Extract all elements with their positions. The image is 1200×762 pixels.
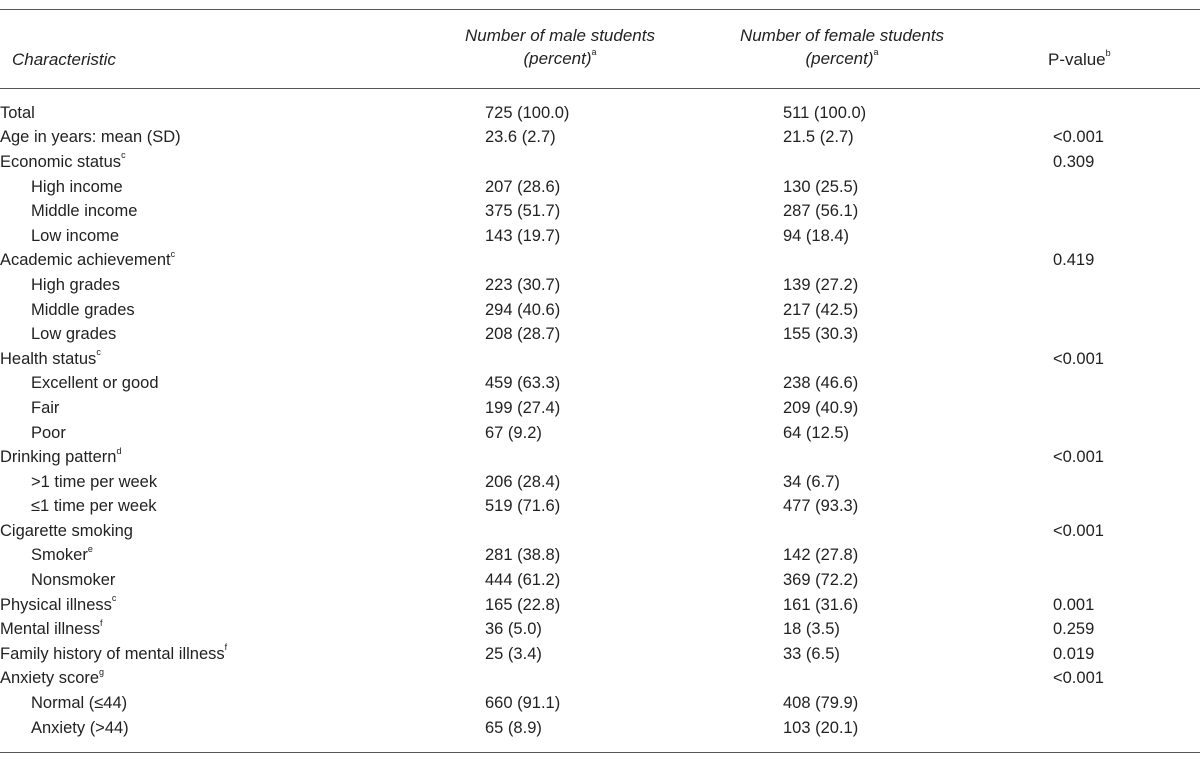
p-value: 0.019 [1053, 644, 1095, 663]
male-value: 281 (38.8) [485, 546, 561, 565]
table-row [0, 691, 1200, 716]
female-value [783, 249, 903, 274]
table-row [0, 716, 1200, 741]
female-value: 34 (6.7) [783, 472, 840, 491]
table-row [0, 126, 1200, 151]
p-value [1053, 199, 1200, 224]
p-value: 0.419 [1053, 251, 1095, 270]
female-value: 103 (20.1) [783, 718, 859, 737]
p-value [1053, 396, 1200, 421]
p-value [1053, 495, 1200, 520]
p-value: 0.309 [1053, 152, 1095, 171]
p-value [1053, 298, 1200, 323]
p-value: <0.001 [1053, 448, 1104, 467]
female-value: 142 (27.8) [783, 546, 859, 565]
table-row [0, 199, 1200, 224]
bottom-rule [0, 752, 1200, 753]
row-label: Fair [31, 398, 60, 417]
row-label: Normal (≤44) [31, 694, 128, 713]
data-table [0, 101, 1200, 740]
male-value: 143 (19.7) [485, 226, 561, 245]
male-value: 25 (3.4) [485, 644, 542, 663]
male-value: 36 (5.0) [485, 620, 542, 639]
header-female-students: Number of female students (percent)$^a$ [739, 26, 945, 68]
male-value: 294 (40.6) [485, 300, 561, 319]
footnote-marker: e [87, 543, 93, 554]
p-value [1053, 470, 1200, 495]
female-value: 217 (42.5) [783, 300, 859, 319]
row-label: Health status$^c$ [0, 347, 101, 368]
top-rule [0, 9, 1200, 10]
row-label: Nonsmoker [31, 571, 116, 590]
male-value: 199 (27.4) [485, 398, 561, 417]
table-row [0, 617, 1200, 642]
male-value [485, 445, 605, 470]
female-value: 94 (18.4) [783, 226, 850, 245]
table-row [0, 249, 1200, 274]
table-row [0, 175, 1200, 200]
row-label: Total [0, 103, 35, 122]
female-value [783, 667, 903, 692]
male-value: 65 (8.9) [485, 718, 542, 737]
female-value: 408 (79.9) [783, 694, 859, 713]
p-value: <0.001 [1053, 128, 1104, 147]
row-label: Smoker$^e$ [31, 543, 93, 565]
header-rule [0, 88, 1200, 89]
p-value [1053, 716, 1200, 741]
table-row [0, 421, 1200, 446]
female-value [783, 445, 903, 470]
female-value: 21.5 (2.7) [783, 128, 854, 147]
row-label: Age in years: mean (SD) [0, 128, 181, 147]
female-value: 18 (3.5) [783, 620, 840, 639]
header-characteristic: Characteristic [12, 50, 116, 69]
row-label: Low grades [31, 325, 117, 344]
p-value [1053, 421, 1200, 446]
row-label: Economic status$^c$ [0, 150, 126, 171]
table-row [0, 322, 1200, 347]
footnote-marker: f [99, 617, 103, 628]
female-value: 33 (6.5) [783, 644, 840, 663]
footnote-marker: c [111, 593, 117, 604]
footnote-marker: g [99, 666, 105, 677]
table-row [0, 544, 1200, 569]
table-row [0, 593, 1200, 618]
p-value [1053, 568, 1200, 593]
row-label: Anxiety (>44) [31, 718, 129, 737]
table-row [0, 568, 1200, 593]
p-value [1053, 101, 1200, 126]
male-value: 207 (28.6) [485, 177, 561, 196]
row-label: Low income [31, 226, 120, 245]
row-label: Middle grades [31, 300, 135, 319]
row-label: Physical illness$^c$ [0, 593, 117, 614]
table-row [0, 150, 1200, 175]
p-value [1053, 691, 1200, 716]
row-label: >1 time per week [31, 472, 158, 491]
female-value: 477 (93.3) [783, 497, 859, 516]
p-value [1053, 372, 1200, 397]
table-row [0, 445, 1200, 470]
table-row [0, 495, 1200, 520]
male-value: 375 (51.7) [485, 202, 561, 221]
p-value: 0.001 [1053, 595, 1095, 614]
p-value: <0.001 [1053, 521, 1104, 540]
row-label: ≤1 time per week [31, 497, 157, 516]
row-label: Family history of mental illness$^f$ [0, 642, 228, 663]
row-label: Anxiety score$^g$ [0, 666, 105, 688]
male-value: 165 (22.8) [485, 595, 561, 614]
male-value: 206 (28.4) [485, 472, 561, 491]
row-label: High income [31, 177, 123, 196]
female-value: 209 (40.9) [783, 398, 859, 417]
male-value: 660 (91.1) [485, 694, 561, 713]
p-value [1053, 322, 1200, 347]
table-row [0, 396, 1200, 421]
male-value [485, 519, 605, 544]
male-value [485, 347, 605, 372]
row-label: High grades [31, 275, 120, 294]
p-value [1053, 544, 1200, 569]
female-value [783, 347, 903, 372]
male-value: 67 (9.2) [485, 423, 542, 442]
table-row [0, 470, 1200, 495]
female-value: 139 (27.2) [783, 275, 859, 294]
female-value: 287 (56.1) [783, 202, 859, 221]
row-label: Drinking pattern$^d$ [0, 445, 122, 467]
male-value [485, 667, 605, 692]
row-label: Cigarette smoking [0, 521, 133, 540]
table-row [0, 101, 1200, 126]
female-value [783, 519, 903, 544]
p-value [1053, 224, 1200, 249]
table-row [0, 519, 1200, 544]
row-label: Poor [31, 423, 66, 442]
header-male-students: Number of male students (percent)$^a$ [465, 26, 655, 68]
female-value: 64 (12.5) [783, 423, 850, 442]
table-row [0, 642, 1200, 667]
male-value: 459 (63.3) [485, 374, 561, 393]
female-value [783, 150, 903, 175]
row-label: Middle income [31, 202, 138, 221]
footnote-marker: f [224, 642, 228, 653]
row-label: Mental illness$^f$ [0, 617, 103, 639]
female-value: 155 (30.3) [783, 325, 859, 344]
row-label: Academic achievement$^c$ [0, 248, 176, 270]
male-value [485, 150, 605, 175]
header-p-value: P-value$^b$ [1048, 48, 1111, 69]
table-row [0, 667, 1200, 692]
female-value: 161 (31.6) [783, 595, 859, 614]
footnote-marker: c [170, 248, 176, 259]
p-value [1053, 273, 1200, 298]
female-value: 238 (46.6) [783, 374, 859, 393]
p-value: <0.001 [1053, 349, 1104, 368]
table-row [0, 372, 1200, 397]
table-row [0, 298, 1200, 323]
female-value: 511 (100.0) [783, 103, 867, 122]
male-value: 223 (30.7) [485, 275, 561, 294]
male-value: 725 (100.0) [485, 103, 570, 122]
row-label: Excellent or good [31, 374, 159, 393]
table-row [0, 273, 1200, 298]
table-row [0, 224, 1200, 249]
p-value: 0.259 [1053, 620, 1095, 639]
p-value: <0.001 [1053, 669, 1104, 688]
male-value: 23.6 (2.7) [485, 128, 556, 147]
male-value [485, 249, 605, 274]
male-value: 444 (61.2) [485, 571, 561, 590]
table-row [0, 347, 1200, 372]
male-value: 519 (71.6) [485, 497, 561, 516]
female-value: 130 (25.5) [783, 177, 859, 196]
footnote-marker: c [121, 150, 126, 161]
male-value: 208 (28.7) [485, 325, 561, 344]
footnote-marker: c [96, 347, 101, 358]
p-value [1053, 175, 1200, 200]
female-value: 369 (72.2) [783, 571, 859, 590]
footnote-marker: d [116, 445, 122, 456]
